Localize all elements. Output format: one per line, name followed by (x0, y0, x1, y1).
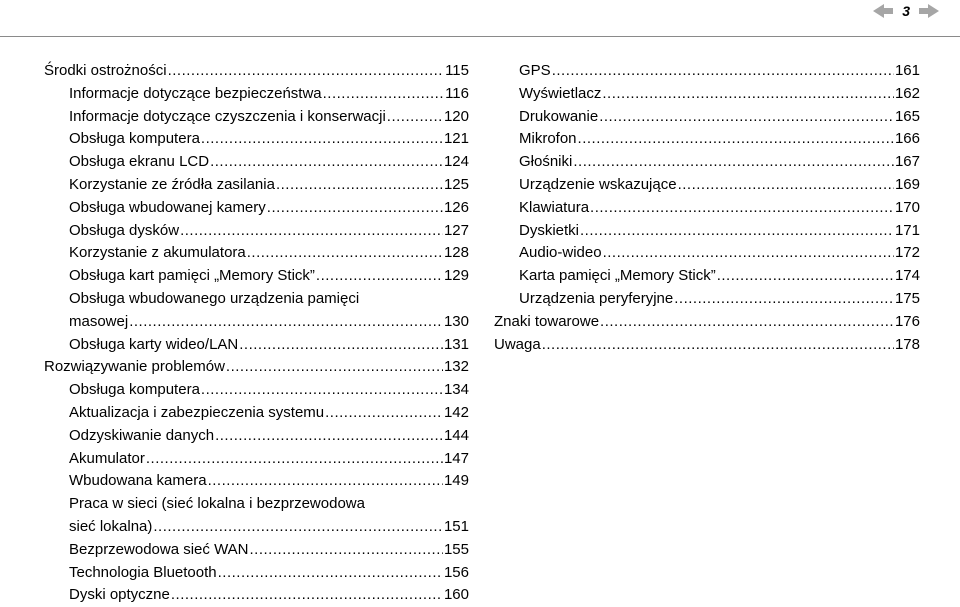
toc-entry-page: 142 (443, 402, 469, 425)
toc-entry-page: 116 (444, 83, 469, 106)
dot-leader (316, 265, 443, 288)
toc-entry-title: Drukowanie (519, 106, 599, 129)
toc-entry-page: 178 (894, 334, 920, 357)
toc-entry[interactable] (494, 151, 920, 174)
dot-leader (580, 220, 894, 243)
toc-entry-page: 162 (894, 83, 920, 106)
dot-leader (129, 311, 443, 334)
toc-entry-title: Obsługa komputera (69, 128, 201, 151)
toc-entry-title: Karta pamięci „Memory Stick” (519, 265, 717, 288)
dot-leader (201, 128, 443, 151)
toc-entry-page: 124 (443, 151, 469, 174)
toc-entry-title: Mikrofon (519, 128, 578, 151)
page-navigation (872, 0, 940, 22)
toc-entry-page: 127 (443, 220, 469, 243)
toc-entry[interactable] (44, 83, 469, 106)
dot-leader (325, 402, 443, 425)
toc-entry[interactable] (494, 197, 920, 220)
toc-entry-title: Urządzenia peryferyjne (519, 288, 674, 311)
toc-entry[interactable] (44, 425, 469, 448)
toc-entry-title: Znaki towarowe (494, 311, 600, 334)
dot-leader (146, 448, 443, 471)
toc-entry[interactable] (494, 311, 920, 334)
dot-leader (267, 197, 443, 220)
dot-leader (678, 174, 894, 197)
next-page-button[interactable] (918, 0, 940, 22)
toc-entry[interactable] (44, 242, 469, 265)
toc-right-column (494, 60, 920, 356)
toc-entry-page: 125 (443, 174, 469, 197)
toc-entry-title: Urządzenie wskazujące (519, 174, 678, 197)
dot-leader (323, 83, 444, 106)
toc-entry[interactable] (494, 83, 920, 106)
toc-entry[interactable] (44, 379, 469, 402)
toc-entry-page: 161 (894, 60, 920, 83)
toc-entry[interactable] (494, 60, 920, 83)
toc-entry-page: 134 (443, 379, 469, 402)
toc-entry-title: Głośniki (519, 151, 573, 174)
toc-entry-title: Audio-wideo (519, 242, 603, 265)
dot-leader (578, 128, 894, 151)
toc-entry-page: 155 (443, 539, 469, 562)
toc-entry-page: 149 (443, 470, 469, 493)
toc-entry[interactable] (494, 174, 920, 197)
dot-leader (226, 356, 443, 379)
toc-entry-title-line: Praca w sieci (sieć lokalna i bezprzewodowa (69, 493, 366, 516)
page-number: 3 (902, 3, 910, 19)
toc-entry-page: 170 (894, 197, 920, 220)
toc-entry-continued[interactable] (44, 288, 469, 311)
toc-entry[interactable] (44, 539, 469, 562)
toc-entry-title: Akumulator (69, 448, 146, 471)
dot-leader (210, 151, 443, 174)
toc-entry-page: 126 (443, 197, 469, 220)
toc-entry-title: Aktualizacja i zabezpieczenia systemu (69, 402, 325, 425)
toc-entry-title-line: Obsługa wbudowanego urządzenia pamięci (69, 288, 360, 311)
toc-entry[interactable] (44, 448, 469, 471)
page-header (0, 0, 960, 38)
toc-entry-page: 176 (894, 311, 920, 334)
toc-entry-title: Wyświetlacz (519, 83, 602, 106)
toc-entry-title: Informacje dotyczące czyszczenia i konserwacji (69, 106, 387, 129)
toc-entry[interactable] (494, 106, 920, 129)
toc-entry-page: 175 (894, 288, 920, 311)
dot-leader (603, 242, 894, 265)
toc-entry[interactable] (44, 106, 469, 129)
dot-leader (171, 584, 443, 607)
toc-entry-page: 174 (894, 265, 920, 288)
dot-leader (208, 470, 443, 493)
toc-entry-page: 131 (443, 334, 469, 357)
toc-entry[interactable] (44, 60, 469, 83)
toc-entry-title: sieć lokalna) (69, 516, 153, 539)
toc-entry[interactable] (44, 584, 469, 607)
toc-entry[interactable] (44, 128, 469, 151)
dot-leader (218, 562, 443, 585)
dot-leader (573, 151, 894, 174)
toc-entry-title: Uwaga (494, 334, 542, 357)
toc-entry-page: 169 (894, 174, 920, 197)
toc-entry-title: Obsługa komputera (69, 379, 201, 402)
toc-entry-page: 121 (443, 128, 469, 151)
toc-entry[interactable] (44, 334, 469, 357)
previous-page-button[interactable] (872, 0, 894, 22)
toc-entry-page: 167 (894, 151, 920, 174)
toc-entry-page: 151 (443, 516, 469, 539)
toc-entry-page: 120 (443, 106, 469, 129)
dot-leader (552, 60, 894, 83)
toc-entry-page: 115 (444, 60, 469, 83)
toc-entry-page: 128 (443, 242, 469, 265)
toc-entry[interactable] (44, 516, 469, 539)
toc-entry[interactable] (494, 334, 920, 357)
dot-leader (717, 265, 894, 288)
toc-entry[interactable] (44, 265, 469, 288)
toc-entry-title: Dyskietki (519, 220, 580, 243)
toc-entry[interactable] (494, 288, 920, 311)
toc-entry[interactable] (44, 151, 469, 174)
dot-leader (602, 83, 894, 106)
dot-leader (387, 106, 443, 129)
toc-entry[interactable] (44, 402, 469, 425)
toc-entry[interactable] (44, 174, 469, 197)
toc-entry[interactable] (44, 356, 469, 379)
toc-entry-page: 160 (443, 584, 469, 607)
toc-entry[interactable] (494, 128, 920, 151)
toc-entry[interactable] (494, 242, 920, 265)
dot-leader (599, 106, 894, 129)
toc-entry-title: Środki ostrożności (44, 60, 168, 83)
toc-entry-title: Klawiatura (519, 197, 590, 220)
toc-entry-page: 171 (894, 220, 920, 243)
toc-entry-page: 166 (894, 128, 920, 151)
toc-entry-page: 130 (443, 311, 469, 334)
toc-entry-title: Obsługa dysków (69, 220, 180, 243)
toc-entry-continued[interactable] (44, 493, 469, 516)
dot-leader (674, 288, 894, 311)
dot-leader (153, 516, 443, 539)
dot-leader (590, 197, 894, 220)
toc-entry-title: Dyski optyczne (69, 584, 171, 607)
toc-entry-title: Obsługa kart pamięci „Memory Stick” (69, 265, 316, 288)
toc-entry-title: Korzystanie ze źródła zasilania (69, 174, 276, 197)
toc-left-column (44, 60, 469, 607)
dot-leader (542, 334, 894, 357)
toc-entry[interactable] (44, 220, 469, 243)
toc-entry-title: masowej (69, 311, 129, 334)
toc-entry-page: 144 (443, 425, 469, 448)
toc-entry-title: GPS (519, 60, 552, 83)
header-divider (0, 36, 960, 37)
toc-entry[interactable] (44, 311, 469, 334)
toc-entry-title: Obsługa karty wideo/LAN (69, 334, 239, 357)
toc-entry-title: Wbudowana kamera (69, 470, 208, 493)
arrow-left-icon (873, 4, 893, 18)
toc-entry-title: Rozwiązywanie problemów (44, 356, 226, 379)
toc-entry-title: Obsługa ekranu LCD (69, 151, 210, 174)
toc-entry-title: Technologia Bluetooth (69, 562, 218, 585)
toc-entry-title: Odzyskiwanie danych (69, 425, 215, 448)
dot-leader (215, 425, 443, 448)
toc-entry-page: 147 (443, 448, 469, 471)
dot-leader (250, 539, 443, 562)
toc-entry-page: 165 (894, 106, 920, 129)
toc-entry-title: Bezprzewodowa sieć WAN (69, 539, 250, 562)
toc-entry-page: 132 (443, 356, 469, 379)
arrow-right-icon (919, 4, 939, 18)
toc-entry-page: 156 (443, 562, 469, 585)
toc-entry-page: 172 (894, 242, 920, 265)
toc-entry[interactable] (494, 265, 920, 288)
toc-entry[interactable] (494, 220, 920, 243)
dot-leader (239, 334, 443, 357)
dot-leader (201, 379, 443, 402)
toc-entry[interactable] (44, 562, 469, 585)
dot-leader (276, 174, 443, 197)
toc-entry-page: 129 (443, 265, 469, 288)
dot-leader (180, 220, 443, 243)
dot-leader (247, 242, 443, 265)
toc-entry-title: Korzystanie z akumulatora (69, 242, 247, 265)
toc-entry[interactable] (44, 470, 469, 493)
dot-leader (600, 311, 894, 334)
dot-leader (168, 60, 445, 83)
toc-entry[interactable] (44, 197, 469, 220)
toc-entry-title: Informacje dotyczące bezpieczeństwa (69, 83, 323, 106)
toc-entry-title: Obsługa wbudowanej kamery (69, 197, 267, 220)
